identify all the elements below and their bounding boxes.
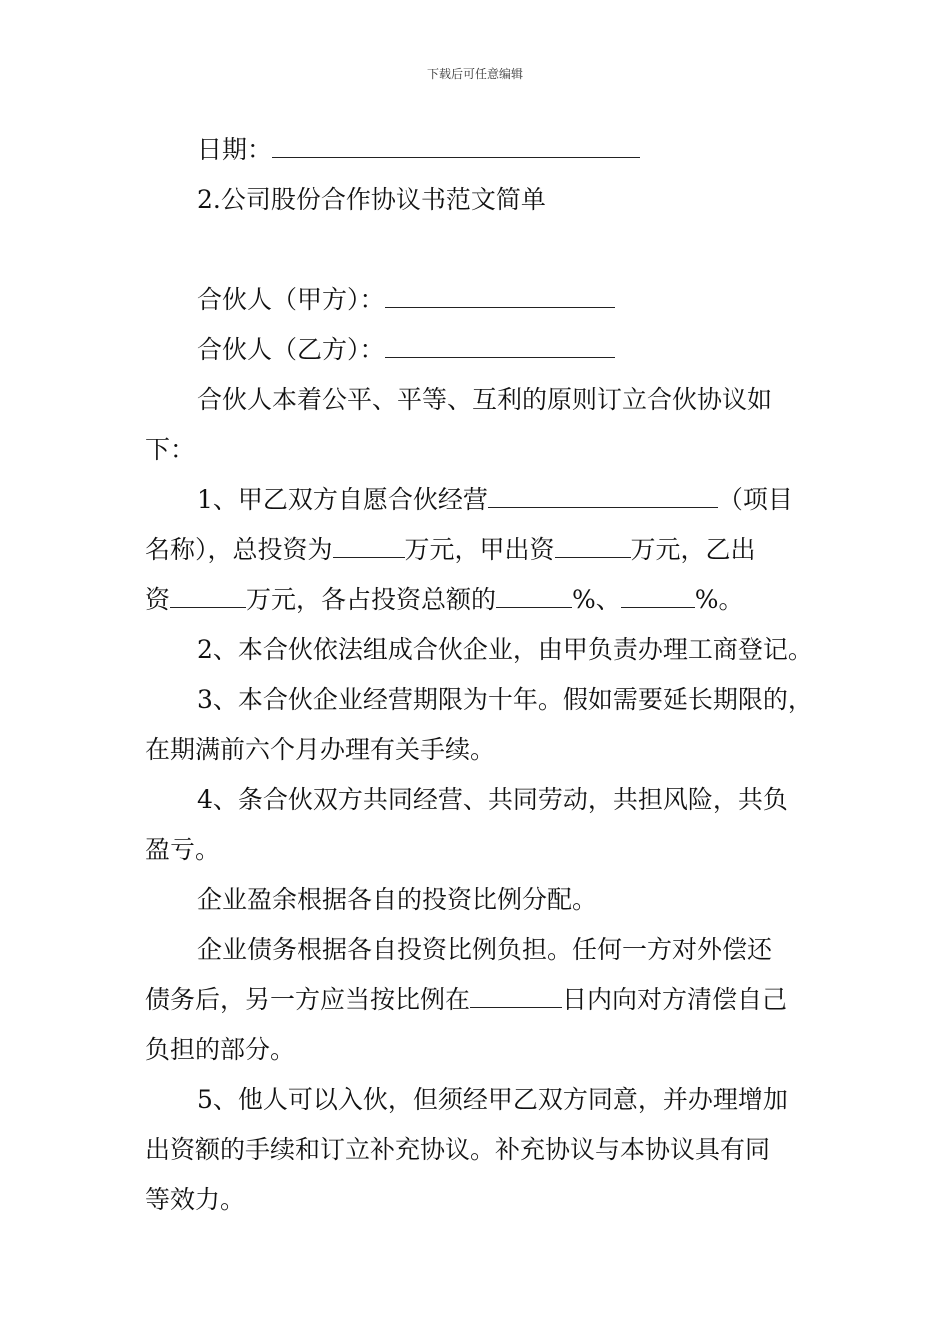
party-a-line [197,284,615,316]
party-a-blank [385,285,615,308]
clause-1-text-i: %。 [694,585,744,614]
clause-1-text-h: %、 [572,585,621,614]
party-a-label: 合伙人（甲方）： [197,285,385,314]
date-line [197,134,640,166]
clause-5-line-3: 等效力。 [145,1185,246,1214]
clause-1-text-d: 万元，甲出资 [404,535,555,564]
party-b-line [197,334,615,366]
debt-text-b: 日内向对方清偿自己 [562,985,788,1014]
clause-1-text-f: 资 [145,585,171,614]
section-title: 2.公司股份合作协议书范文简单 [197,185,546,214]
clause-1-text-g: 万元，各占投资总额的 [246,585,497,614]
party-b-label: 合伙人（乙方）： [197,335,385,364]
days-blank [470,985,562,1008]
clause-4-line-2: 盈亏。 [145,835,221,864]
clause-1-line-3 [145,584,744,616]
party-b-investment-blank [170,585,246,608]
clause-1-text-c: 名称），总投资为 [145,535,333,564]
debt-clause-line-2 [145,984,787,1016]
clause-1-line-2 [145,534,756,566]
clause-1-text-a: 1、甲乙双方自愿合伙经营 [197,485,488,514]
debt-text-a: 债务后，另一方应当按比例在 [145,985,471,1014]
clause-5-line-2: 出资额的手续和订立补充协议。补充协议与本协议具有同 [145,1135,771,1164]
debt-clause-line-1: 企业债务根据各自投资比例负担。任何一方对外偿还 [197,935,773,964]
debt-clause-line-3: 负担的部分。 [145,1035,296,1064]
clause-1-text-b: （项目 [717,485,793,514]
intro-line-2: 下： [145,435,196,464]
clause-1-text-e: 万元，乙出 [630,535,756,564]
party-b-blank [385,335,615,358]
party-b-share-blank [621,585,695,608]
clause-5-line-1: 5、他人可以入伙，但须经甲乙双方同意，并办理增加 [197,1085,788,1114]
clause-4-line-1: 4、条合伙双方共同经营、共同劳动，共担风险，共负 [197,785,788,814]
party-a-share-blank [496,585,572,608]
clause-2: 2、本合伙依法组成合伙企业，由甲负责办理工商登记。 [197,635,813,664]
clause-1-line-1 [197,484,793,516]
total-investment-blank [333,535,405,558]
date-blank [272,135,640,158]
intro-line-1: 合伙人本着公平、平等、互利的原则订立合伙协议如 [197,385,773,414]
clause-3-line-2: 在期满前六个月办理有关手续。 [145,735,496,764]
project-name-blank [488,485,718,508]
profit-clause: 企业盈余根据各自的投资比例分配。 [197,885,598,914]
clause-3-line-1: 3、本合伙企业经营期限为十年。假如需要延长期限的， [197,685,813,714]
date-label: 日期： [197,135,273,164]
party-a-investment-blank [555,535,631,558]
header-note: 下载后可任意编辑 [426,67,523,81]
